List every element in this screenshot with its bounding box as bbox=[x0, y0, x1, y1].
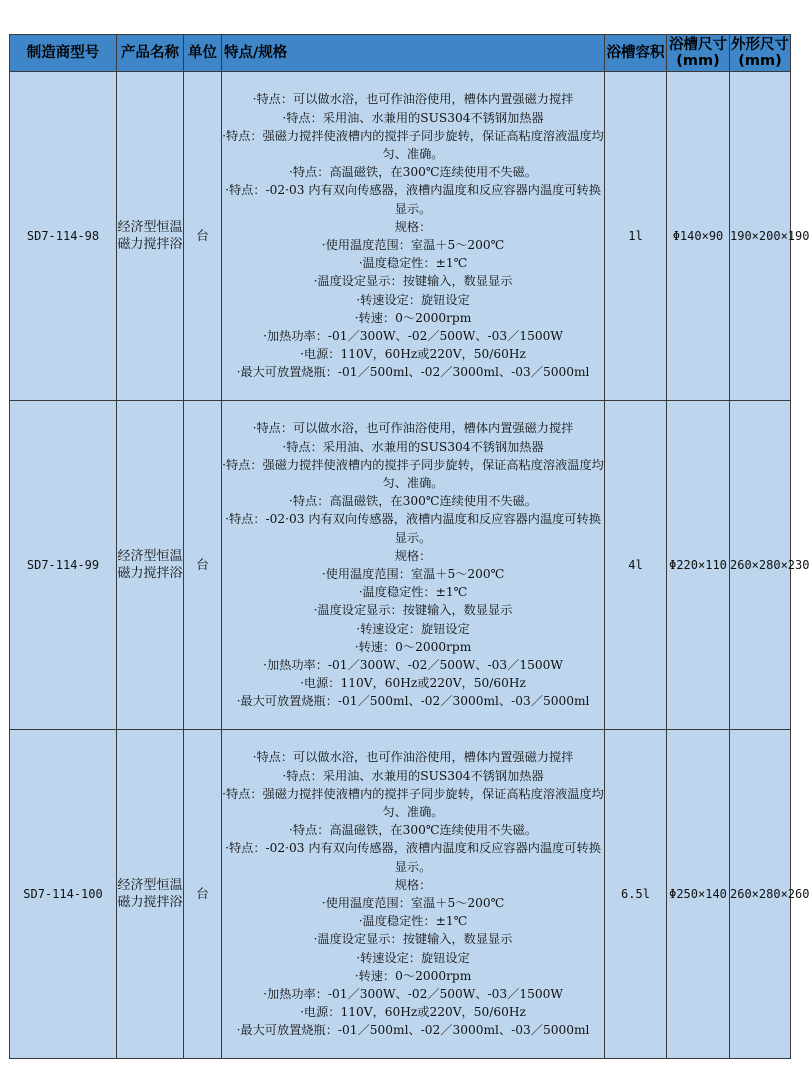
cell-bath-size: Φ220×110 bbox=[667, 401, 730, 730]
cell-outer-size: 260×280×260 bbox=[730, 730, 791, 1059]
feature-line: ·温度设定显示：按键输入，数显显示 bbox=[313, 932, 513, 947]
cell-product-name: 经济型恒温磁力搅拌浴 bbox=[117, 730, 184, 1059]
feature-line: ·最大可放置烧瓶：-01／500ml、-02／3000ml、-03／5000ml bbox=[236, 1023, 590, 1038]
header-capacity: 浴槽容积 bbox=[605, 35, 667, 72]
cell-capacity: 4l bbox=[605, 401, 667, 730]
header-bath-size: 浴槽尺寸(mm) bbox=[667, 35, 730, 72]
feature-line: ·转速设定：旋钮设定 bbox=[356, 292, 470, 307]
cell-bath-size: Φ140×90 bbox=[667, 72, 730, 401]
feature-line: 规格： bbox=[394, 219, 432, 234]
feature-line: ·转速设定：旋钮设定 bbox=[356, 950, 470, 965]
feature-line: ·特点：强磁力搅拌使液槽内的搅拌子同步旋转，保证高粘度溶液温度均匀、准确。 bbox=[222, 786, 604, 819]
cell-capacity: 1l bbox=[605, 72, 667, 401]
feature-line: ·特点：-02·03 内有双向传感器，液槽内温度和反应容器内温度可转换显示。 bbox=[225, 512, 601, 545]
feature-line: ·特点：高温磁铁，在300℃连续使用不失磁。 bbox=[289, 494, 537, 509]
header-row bbox=[10, 35, 791, 72]
feature-line: ·电源：110V，60Hz或220V，50/60Hz bbox=[300, 347, 526, 362]
cell-model: SD7-114-99 bbox=[10, 401, 117, 730]
cell-unit: 台 bbox=[184, 401, 222, 730]
table-row bbox=[10, 401, 791, 730]
header-model: 制造商型号 bbox=[10, 35, 117, 72]
cell-features bbox=[222, 72, 605, 401]
cell-outer-size: 260×280×230 bbox=[730, 401, 791, 730]
feature-line: ·转速：0～2000rpm bbox=[354, 310, 472, 325]
header-unit: 单位 bbox=[184, 35, 222, 72]
feature-line: ·使用温度范围：室温＋5～200℃ bbox=[321, 238, 505, 252]
feature-line: ·使用温度范围：室温＋5～200℃ bbox=[321, 567, 505, 581]
feature-line: ·特点：高温磁铁，在300℃连续使用不失磁。 bbox=[289, 823, 537, 838]
cell-outer-size: 190×200×190 bbox=[730, 72, 791, 401]
feature-line: ·转速：0～2000rpm bbox=[354, 968, 472, 983]
cell-features bbox=[222, 730, 605, 1059]
feature-line: ·加热功率：-01／300W、-02／500W、-03／1500W bbox=[263, 987, 563, 1002]
header-name: 产品名称 bbox=[117, 35, 184, 72]
feature-line: ·电源：110V，60Hz或220V，50/60Hz bbox=[300, 1005, 526, 1020]
feature-line: 规格： bbox=[394, 548, 432, 563]
feature-line: ·温度稳定性：±1℃ bbox=[358, 256, 468, 271]
feature-line: ·温度设定显示：按键输入，数显显示 bbox=[313, 603, 513, 618]
header-features: 特点/规格 bbox=[222, 35, 605, 72]
product-spec-table bbox=[9, 34, 809, 1059]
feature-line: ·特点：强磁力搅拌使液槽内的搅拌子同步旋转，保证高粘度溶液温度均匀、准确。 bbox=[222, 457, 604, 490]
feature-line: ·使用温度范围：室温＋5～200℃ bbox=[321, 896, 505, 910]
feature-line: ·最大可放置烧瓶：-01／500ml、-02／3000ml、-03／5000ml bbox=[236, 694, 590, 709]
feature-line: ·特点：采用油、水兼用的SUS304不锈钢加热器 bbox=[282, 110, 544, 125]
cell-product-name: 经济型恒温磁力搅拌浴 bbox=[117, 401, 184, 730]
feature-line: ·电源：110V，60Hz或220V，50/60Hz bbox=[300, 676, 526, 691]
table-row bbox=[10, 72, 791, 401]
cell-product-name: 经济型恒温磁力搅拌浴 bbox=[117, 72, 184, 401]
cell-unit: 台 bbox=[184, 730, 222, 1059]
feature-line: ·温度稳定性：±1℃ bbox=[358, 585, 468, 600]
feature-line: ·温度设定显示：按键输入，数显显示 bbox=[313, 274, 513, 289]
table-row bbox=[10, 730, 791, 1059]
feature-line: ·转速设定：旋钮设定 bbox=[356, 621, 470, 636]
feature-line: ·特点：可以做水浴，也可作油浴使用，槽体内置强磁力搅拌 bbox=[252, 92, 574, 107]
cell-model: SD7-114-100 bbox=[10, 730, 117, 1059]
cell-features bbox=[222, 401, 605, 730]
feature-line: ·转速：0～2000rpm bbox=[354, 639, 472, 654]
cell-unit: 台 bbox=[184, 72, 222, 401]
feature-line: ·温度稳定性：±1℃ bbox=[358, 914, 468, 929]
feature-line: ·特点：可以做水浴，也可作油浴使用，槽体内置强磁力搅拌 bbox=[252, 421, 574, 436]
cell-bath-size: Φ250×140 bbox=[667, 730, 730, 1059]
feature-line: ·特点：采用油、水兼用的SUS304不锈钢加热器 bbox=[282, 439, 544, 454]
cell-model: SD7-114-98 bbox=[10, 72, 117, 401]
feature-line: 规格： bbox=[394, 877, 432, 892]
feature-line: ·加热功率：-01／300W、-02／500W、-03／1500W bbox=[263, 658, 563, 673]
feature-line: ·特点：强磁力搅拌使液槽内的搅拌子同步旋转，保证高粘度溶液温度均匀、准确。 bbox=[222, 128, 604, 161]
cell-capacity: 6.5l bbox=[605, 730, 667, 1059]
feature-line: ·特点：-02·03 内有双向传感器，液槽内温度和反应容器内温度可转换显示。 bbox=[225, 841, 601, 874]
feature-line: ·特点：高温磁铁，在300℃连续使用不失磁。 bbox=[289, 165, 537, 180]
feature-line: ·特点：-02·03 内有双向传感器，液槽内温度和反应容器内温度可转换显示。 bbox=[225, 183, 601, 216]
feature-line: ·特点：可以做水浴，也可作油浴使用，槽体内置强磁力搅拌 bbox=[252, 750, 574, 765]
feature-line: ·最大可放置烧瓶：-01／500ml、-02／3000ml、-03／5000ml bbox=[236, 365, 590, 380]
header-outer-size: 外形尺寸(mm) bbox=[730, 35, 791, 72]
feature-line: ·特点：采用油、水兼用的SUS304不锈钢加热器 bbox=[282, 768, 544, 783]
feature-line: ·加热功率：-01／300W、-02／500W、-03／1500W bbox=[263, 329, 563, 344]
